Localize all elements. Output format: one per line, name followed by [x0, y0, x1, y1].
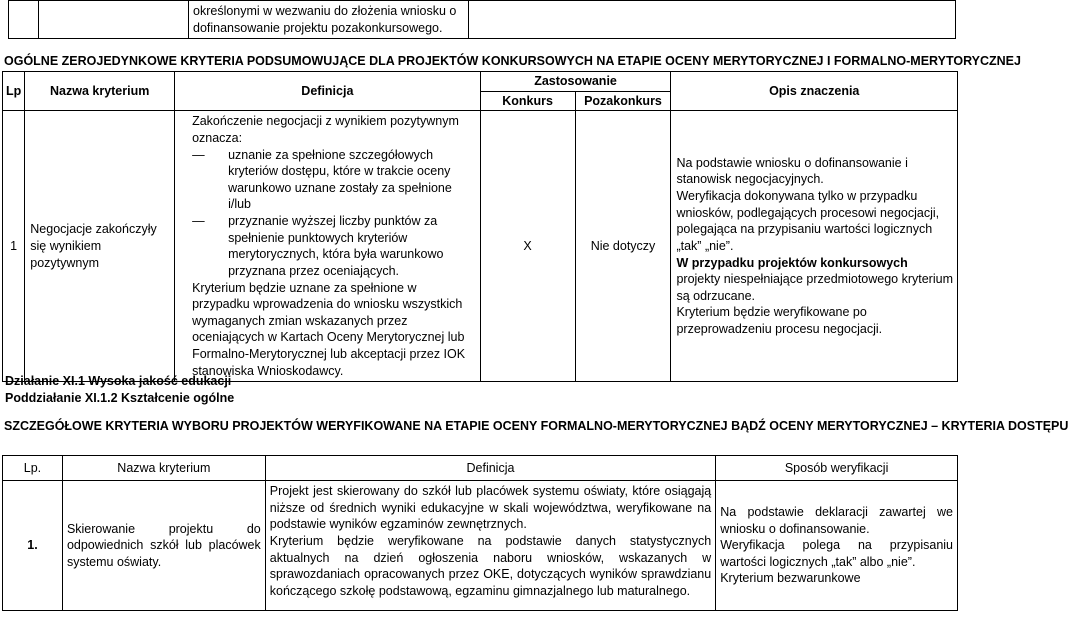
- bullet-2-line-2: spełnienie punktowych kryteriów: [228, 230, 408, 245]
- header-criterion-name: Nazwa kryterium: [25, 72, 175, 111]
- bullet-1-line-4: i/lub: [228, 197, 252, 212]
- header-konkurs: Konkurs: [480, 91, 575, 111]
- fragment-cell-lp: [9, 1, 39, 39]
- definition-intro-2: oznacza:: [192, 130, 243, 145]
- definition-outro: Kryterium będzie uznane za spełnione w przypadku wprowadzenia do wniosku wszystkich wymaganych zmian wskazanych przez oceniających w Kartach Oceny Merytorycznej lub Formalno-Merytorycznej lub akceptacji przez IOK stanowiska Wnioskodawcy.: [192, 280, 466, 378]
- fragment-cell-name: [39, 1, 189, 39]
- definition-paragraph-2: Kryterium będzie weryfikowane na podstawie danych statystycznych aktualnych na dzień ogłoszenia naboru wniosków, wskazanych w sprawozdaniach opracowanych przez OKE, dotyczących wyników sprawdzianu kończącego szkołę podstawową, egzaminu gimnazjalnego lub maturalnego.: [269, 533, 712, 598]
- header-lp: Lp: [3, 72, 25, 111]
- verification-paragraph-2: Weryfikacja polega na przypisaniu wartości logicznych „tak” albo „nie”.: [720, 538, 953, 569]
- row-meaning: [671, 111, 958, 382]
- fragment-text-line1: określonymi w wezwaniu do złożenia wniosku o: [193, 4, 457, 18]
- row-definition: [265, 481, 715, 611]
- row-criterion-name: Skierowanie projektu do odpowiednich szkół lub placówek systemu oświaty.: [62, 481, 265, 611]
- action-title: Działanie XI.1 Wysoka jakość edukacji: [5, 374, 232, 388]
- subaction-title: Poddziałanie XI.1.2 Kształcenie ogólne: [5, 391, 235, 405]
- row-lp: 1.: [3, 481, 63, 611]
- meaning-paragraph-4: Kryterium będzie weryfikowane po przeprowadzeniu procesu negocjacji.: [676, 305, 883, 337]
- verification-paragraph-3: Kryterium bezwarunkowe: [720, 571, 861, 586]
- fragment-cell-rest: [469, 1, 956, 39]
- definition-bullet-1: — uznanie za spełnione szczegółowych: [192, 147, 476, 164]
- row-verification: [716, 481, 958, 611]
- access-criteria-table: [2, 455, 958, 611]
- definition-bullet-2: — przyznanie wyższej liczby punktów za: [192, 213, 476, 230]
- header-application: Zastosowanie: [480, 72, 671, 92]
- bullet-2-line-3: merytorycznych, która była warunkowo: [228, 247, 444, 262]
- table-row: [3, 111, 958, 382]
- bullet-2-line-4: przyznana przez oceniających.: [228, 263, 400, 278]
- bullet-1-line-2: kryteriów dostępu, które w trakcie oceny: [228, 164, 451, 179]
- section-heading-general-criteria: OGÓLNE ZEROJEDYNKOWE KRYTERIA PODSUMOWUJĄCE DLA PROJEKTÓW KONKURSOWYCH NA ETAPIE OCENY MERYTORYCZNEJ I FORMALNO-MERYTORYCZNEJ: [4, 54, 1021, 68]
- bullet-1-line-3: warunkowo uznane zostały za spełnione: [228, 180, 452, 195]
- header-definition: Definicja: [265, 456, 715, 481]
- table-row: [3, 481, 958, 611]
- row-definition: [175, 111, 481, 382]
- fragment-cell-definition: [189, 1, 469, 39]
- row-criterion-name: Negocjacje zakończyły się wynikiem pozytywnym: [25, 111, 175, 382]
- header-meaning: Opis znaczenia: [671, 72, 958, 111]
- previous-table-fragment: [8, 0, 956, 39]
- meaning-paragraph-1: Na podstawie wniosku o dofinansowanie i stanowisk negocjacyjnych.: [676, 155, 908, 187]
- header-pozakonkurs: Pozakonkurs: [575, 91, 671, 111]
- definition-paragraph-1: Projekt jest skierowany do szkół lub placówek systemu oświaty, które osiągają niższe od średnich wyniki edukacyjne w skali województwa, weryfikowane na podstawie wyników egzaminów zewnętrznych.: [269, 484, 712, 532]
- meaning-paragraph-2: Weryfikacja dokonywana tylko w przypadku wniosków, podlegających procesowi negocjacji, polegająca na przypisaniu wartości logicznych „tak” „nie”.: [676, 189, 940, 253]
- row-pozakonkurs-value: Nie dotyczy: [575, 111, 671, 382]
- verification-paragraph-1: Na podstawie deklaracji zawartej we wniosku o dofinansowanie.: [720, 504, 953, 536]
- row-lp: 1: [3, 111, 25, 382]
- fragment-text-line2: dofinansowanie projektu pozakonkursowego.: [193, 20, 443, 35]
- row-konkurs-value: X: [480, 111, 575, 382]
- section-heading-access-criteria: SZCZEGÓŁOWE KRYTERIA WYBORU PROJEKTÓW WERYFIKOWANE NA ETAPIE OCENY FORMALNO-MERYTORYCZNEJ BĄDŹ OCENY MERYTORYCZNEJ – KRYTERIA DOSTĘPU: [4, 419, 1068, 433]
- header-lp: Lp.: [3, 456, 63, 481]
- general-criteria-table: [2, 71, 958, 382]
- header-definition: Definicja: [175, 72, 481, 111]
- header-verification-method: Sposób weryfikacji: [716, 456, 958, 481]
- meaning-paragraph-3: W przypadku projektów konkursowych projekty niespełniające przedmiotowego kryterium są odrzucane.: [676, 255, 953, 303]
- header-criterion-name: Nazwa kryterium: [62, 456, 265, 481]
- definition-intro-1: Zakończenie negocjacji z wynikiem pozytywnym: [192, 114, 459, 129]
